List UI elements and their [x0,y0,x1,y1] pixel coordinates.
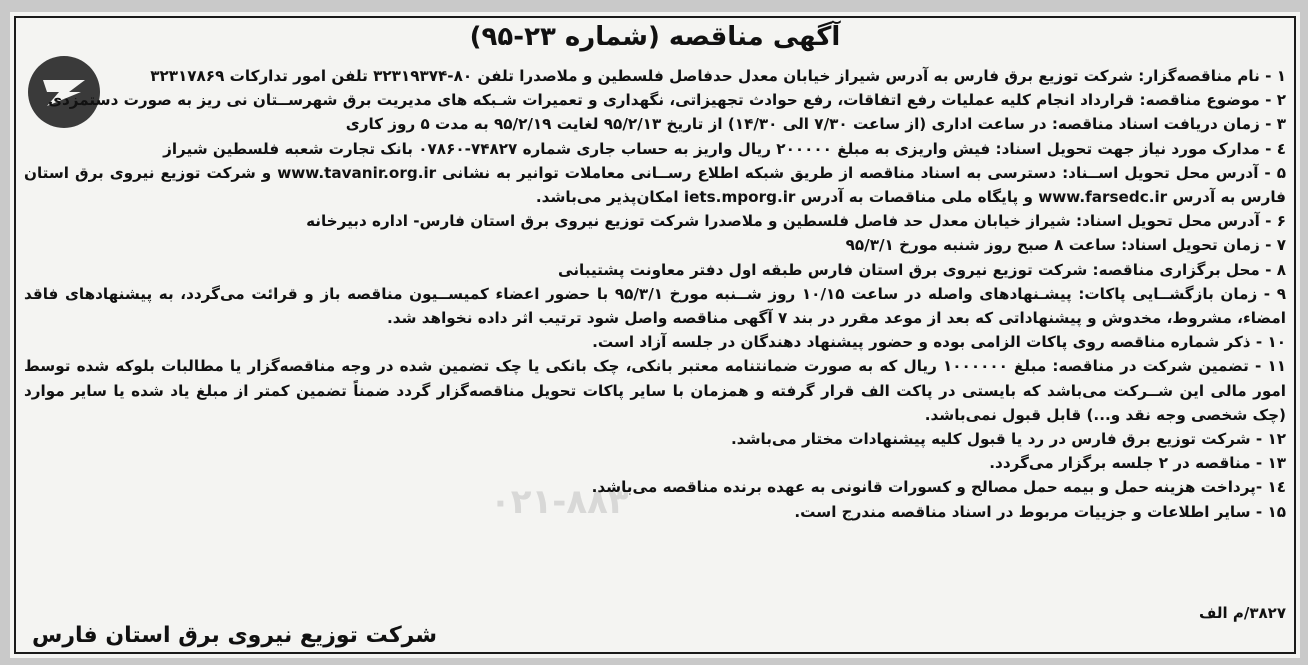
item-12: ۱۲ - شرکت توزیع برق فارس در رد یا قبول کلیه پیشنهادات مختار می‌باشد. [731,430,1286,449]
reference-number: ۳۸۲۷/م الف [1199,604,1286,622]
item-6: ۶ - آدرس محل تحویل اسناد: شیراز خیابان معدل حد فاصل فلسطین و ملاصدرا شرکت توزیع نیروی برق استان فارس- اداره دبیرخانه [306,212,1286,231]
item-14: ۱٤ -پرداخت هزینه حمل و بیمه حمل مصالح و کسورات قانونی به عهده برنده مناقصه می‌باشد. [591,478,1286,497]
item-10: ۱۰ - ذکر شماره مناقصه روی پاکات الزامی بوده و حضور پیشنهاد دهندگان در جلسه آزاد است. [592,333,1286,352]
notice-paper [10,12,1300,658]
item-13: ۱۳ - مناقصه در ۲ جلسه برگزار می‌گردد. [989,454,1286,473]
item-7: ۷ - زمان تحویل اسناد: ساعت ۸ صبح روز شنبه مورخ ۹۵/۳/۱ [845,236,1286,255]
item-4: ٤ - مدارک مورد نیاز جهت تحویل اسناد: فیش واریزی به مبلغ ۲۰۰۰۰۰ ریال واریز به حساب جاری شماره ۷۴۸۲۷-۰۷۸۶۰ بانک تجارت شعبه فلسطین شیراز [163,139,1286,158]
company-signature: شرکت توزیع نیروی برق استان فارس [32,623,437,648]
item-15: ۱۵ - سایر اطلاعات و جزییات مربوط در اسناد مناقصه مندرج است. [794,502,1286,521]
notice-body [24,64,1286,524]
item-8: ۸ - محل برگزاری مناقصه: شرکت توزیع نیروی برق استان فارس طبقه اول دفتر معاونت پشتیبانی [557,260,1286,279]
notice-title: آگهی مناقصه (شماره ۲۳-۹۵) [469,22,841,52]
item-3: ۳ - زمان دریافت اسناد مناقصه: در ساعت اداری (از ساعت ۷/۳۰ الی ۱۴/۳۰) از تاریخ ۹۵/۲/۱۳ لغایت ۹۵/۲/۱۹ به مدت ۵ روز کاری [345,115,1286,134]
item-9: ۹ - زمان بازگشــایی پاکات: پیشـنهادهای واصله در ساعت ۱۰/۱۵ روز شــنبه مورخ ۹۵/۳/۱ با حضور اعضاء کمیســیون مناقصه باز و قرائت می‌گردد، به پیشنهادهای فاقد امضاء، مشروط، مخدوش و پیشنهاداتی که بعد از موعد مقرر در بند ۷ آگهی مناقصه واصل شود ترتیب اثر داده نخواهد شد. [24,284,1286,328]
item-5: ۵ - آدرس محل تحویل اســناد: دسترسی به اسناد مناقصه از طریق شبکه اطلاع رســانی معاملات توانیر به نشانی www.tavanir.org.ir و شرکت توزیع نیروی برق استان فارس به آدرس www.farsedc.ir و پایگاه ملی مناقصات به آدرس iets.mporg.ir امکان‌پذیر می‌باشد. [24,163,1287,207]
item-1: ۱ - نام مناقصه‌گزار: شرکت توزیع برق فارس به آدرس شیراز خیابان معدل حدفاصل فلسطین و ملاصدرا تلفن ۸۰-۳۲۳۱۹۳۷۴ تلفن امور تدارکات ۳۲۳۱۷۸۶۹ [150,67,1286,85]
item-11: ۱۱ - تضمین شرکت در مناقصه: مبلغ ۱۰۰۰۰۰۰ ریال که به صورت ضمانتنامه معتبر بانکی، چک بانکی یا چک تضمین شده در وجه مناقصه‌گزار یا مطالبات بلوکه شده توسط امور مالی این شــرکت می‌باشد که بایستی در پاکت الف قرار گرفته و همزمان با سایر پاکات تحویل مناقصه‌گزار گردد ضمناً تضمین کمتر از مبلغ یاد شده یا سایر موارد (چک شخصی وجه نقد و...) قابل قبول نمی‌باشد. [24,357,1286,424]
watermark-phone: ۰۲۱-۸۸۳ [490,482,629,522]
item-2: ۲ - موضوع مناقصه: قرارداد انجام کلیه عملیات رفع اتفاقات، رفع حوادث تجهیزاتی، نگهداری و تعمیرات شـبکه های مدیریت برق شهرســتان نی ریز به صورت دستمزدی [48,91,1286,110]
